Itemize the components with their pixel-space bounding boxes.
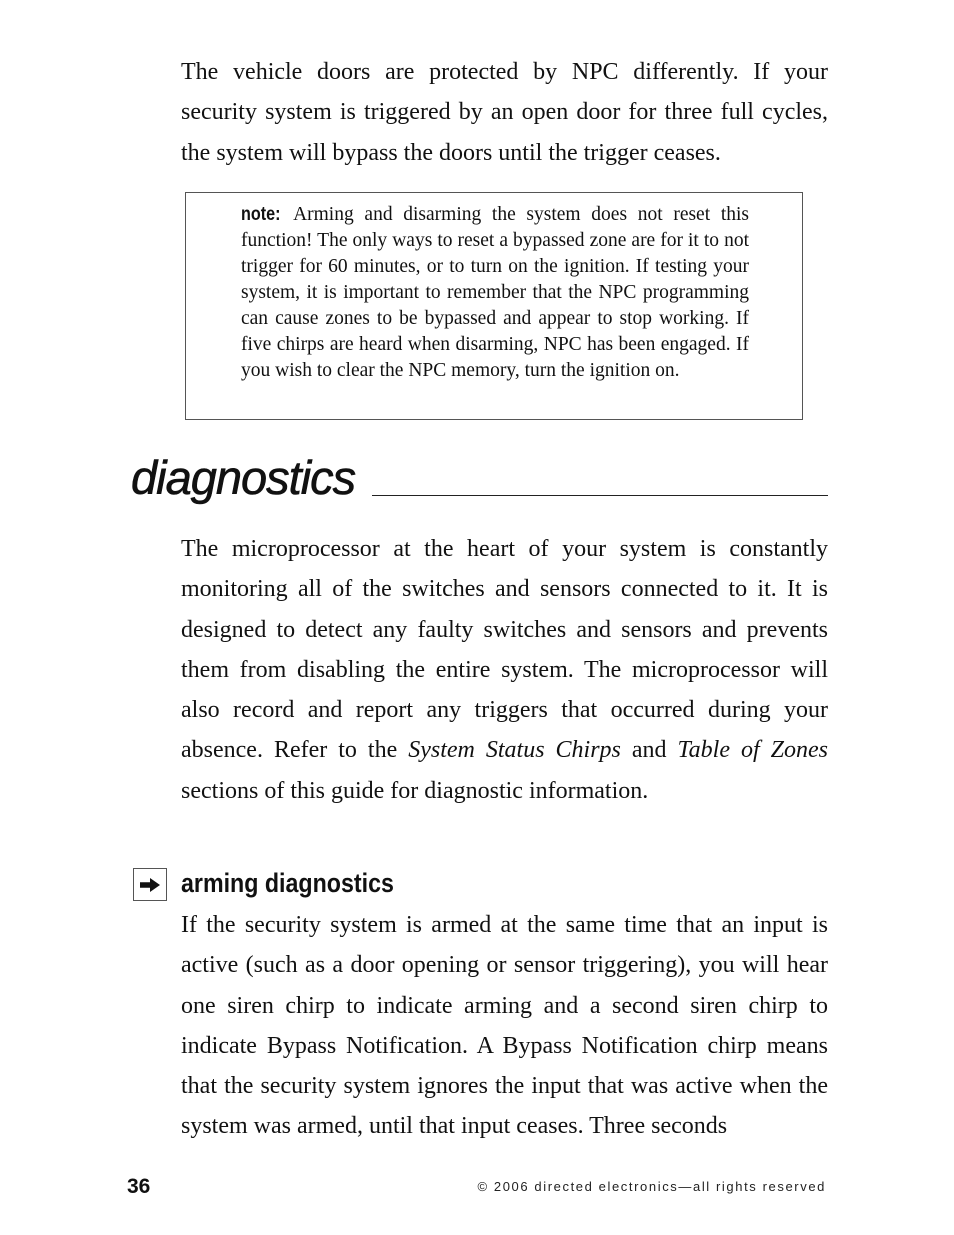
note-paragraph <box>241 202 749 384</box>
copyright-notice: © 2006 directed electronics—all rights reserved <box>477 1179 826 1194</box>
arming-paragraph: If the security system is armed at the same time that an input is active (such as a door opening or sensor triggering), you will hear one siren chirp to indicate arming and a second siren chirp to indicate Bypass Notification. A Bypass Notification chirp means that the security system ignores the input that was active when the system was armed, until that input ceases. Three seconds <box>181 912 828 1140</box>
arrow-right-icon <box>133 868 167 901</box>
subsection-title-arming-diagnostics: arming diagnostics <box>181 868 394 898</box>
diagnostics-text-before: The microprocessor at the heart of your system is constantly monitoring all of the switches and sensors connected to it. It is designed to detect any faulty switches and sensors and prevents them from disabling the entire system. The microprocessor will also record and report any triggers that occurred during your absence. Refer to the <box>181 536 828 764</box>
section-title-diagnostics: diagnostics <box>131 451 356 504</box>
note-text: Arming and disarming the system does not reset this function! The only ways to reset a bypassed zone are for it to not trigger for 60 minutes, or to turn on the ignition. If testing your system, it is important to remember that the NPC programming can cause zones to be bypassed and appear to stop working. If five chirps are heard when disarming, NPC has been engaged. If you wish to clear the NPC memory, turn the ignition on. <box>241 204 749 381</box>
title-rule <box>372 495 828 496</box>
note-box <box>185 192 803 420</box>
diagnostics-paragraph <box>181 529 828 811</box>
page-number: 36 <box>127 1175 151 1198</box>
intro-paragraph: The vehicle doors are protected by NPC differently. If your security system is triggered by an open door for three full cycles, the system will bypass the doors until the trigger ceases. <box>181 59 828 166</box>
diagnostics-text-after: sections of this guide for diagnostic information. <box>181 777 649 804</box>
ref-system-status-chirps: System Status Chirps <box>408 737 621 764</box>
diagnostics-text-and: and <box>620 737 678 764</box>
note-label: note: <box>241 204 281 225</box>
ref-table-of-zones: Table of Zones <box>677 737 828 764</box>
